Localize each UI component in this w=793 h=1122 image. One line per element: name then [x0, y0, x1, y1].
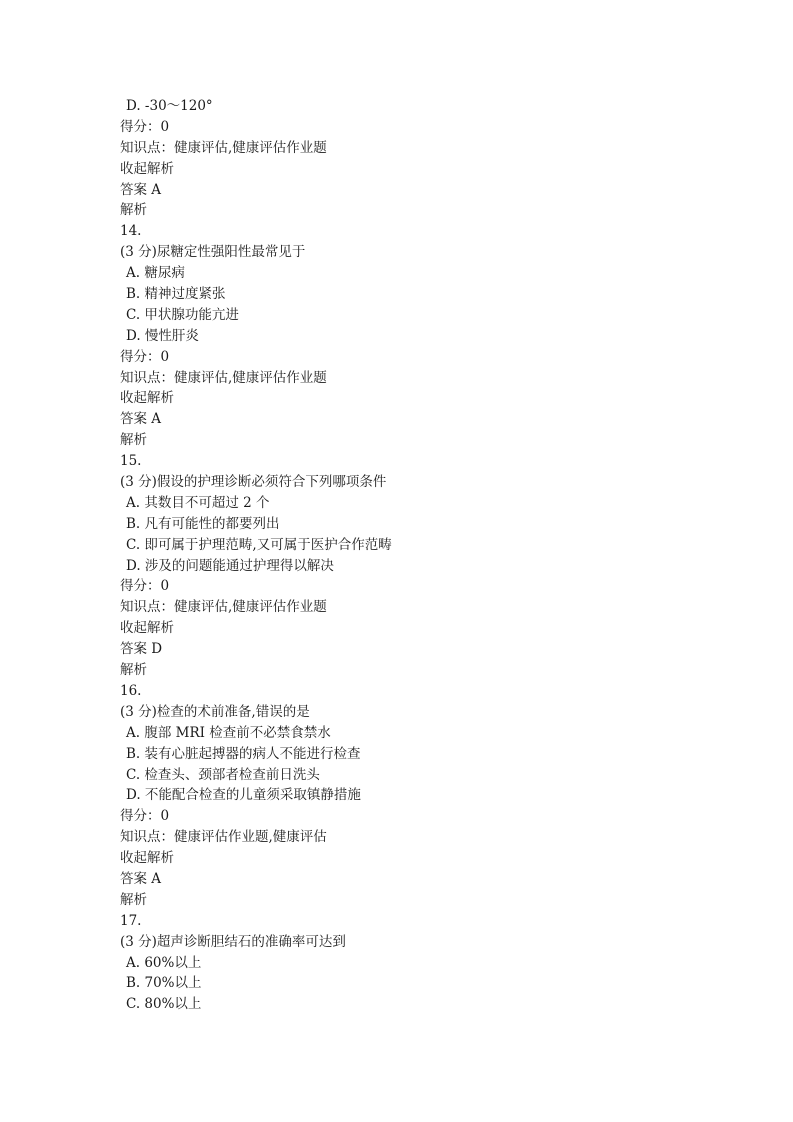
- q15-option-c: C. 即可属于护理范畴,又可属于医护合作范畴: [126, 536, 392, 553]
- q14-option-d: D. 慢性肝炎: [126, 327, 199, 344]
- q15-answer: 答案 D: [120, 641, 163, 658]
- q17-option-c: C. 80%以上: [126, 996, 202, 1013]
- q15-option-a: A. 其数目不可超过 2 个: [126, 494, 270, 511]
- q16-number: 16.: [120, 682, 142, 699]
- q14-option-b: B. 精神过度紧张: [126, 286, 226, 303]
- q16-collapse-analysis[interactable]: 收起解析: [120, 850, 174, 867]
- q14-question: (3 分)尿糖定性强阳性最常见于: [120, 244, 306, 261]
- q14-knowledge: 知识点：健康评估,健康评估作业题: [120, 369, 327, 386]
- q16-option-b: B. 装有心脏起搏器的病人不能进行检查: [126, 745, 361, 762]
- q14-collapse-analysis[interactable]: 收起解析: [120, 390, 174, 407]
- q14-option-a: A. 糖尿病: [126, 265, 185, 282]
- q14-option-c: C. 甲状腺功能亢进: [126, 306, 239, 323]
- q13-knowledge: 知识点：健康评估,健康评估作业题: [120, 139, 327, 156]
- q16-answer: 答案 A: [120, 870, 162, 887]
- q15-score: 得分：0: [120, 578, 170, 595]
- q13-answer: 答案 A: [120, 181, 162, 198]
- q13-collapse-analysis[interactable]: 收起解析: [120, 160, 174, 177]
- q15-analysis: 解析: [120, 662, 147, 679]
- q17-option-a: A. 60%以上: [126, 954, 202, 971]
- document-page: [120, 96, 740, 1015]
- q16-option-d: D. 不能配合检查的儿童须采取镇静措施: [126, 787, 361, 804]
- q17-option-b: B. 70%以上: [126, 975, 202, 992]
- q15-option-b: B. 凡有可能性的都要列出: [126, 515, 280, 532]
- q16-analysis: 解析: [120, 891, 147, 908]
- q17-number: 17.: [120, 912, 142, 929]
- q14-analysis: 解析: [120, 432, 147, 449]
- q15-question: (3 分)假设的护理诊断必须符合下列哪项条件: [120, 474, 387, 491]
- q16-question: (3 分)检查的术前准备,错误的是: [120, 703, 310, 720]
- q14-number: 14.: [120, 223, 142, 240]
- q16-score: 得分：0: [120, 808, 170, 825]
- q16-knowledge: 知识点：健康评估作业题,健康评估: [120, 829, 327, 846]
- q14-score: 得分：0: [120, 348, 170, 365]
- q15-number: 15.: [120, 453, 142, 470]
- q15-collapse-analysis[interactable]: 收起解析: [120, 620, 174, 637]
- q13-score: 得分：0: [120, 118, 170, 135]
- q13-analysis: 解析: [120, 202, 147, 219]
- q17-question: (3 分)超声诊断胆结石的准确率可达到: [120, 933, 346, 950]
- q15-knowledge: 知识点：健康评估,健康评估作业题: [120, 599, 327, 616]
- q15-option-d: D. 涉及的问题能通过护理得以解决: [126, 557, 334, 574]
- q14-answer: 答案 A: [120, 411, 162, 428]
- q16-option-a: A. 腹部 MRI 检查前不必禁食禁水: [126, 724, 331, 741]
- q13-option-d: D. -30～120°: [126, 98, 213, 114]
- q16-option-c: C. 检查头、颈部者检查前日洗头: [126, 766, 320, 783]
